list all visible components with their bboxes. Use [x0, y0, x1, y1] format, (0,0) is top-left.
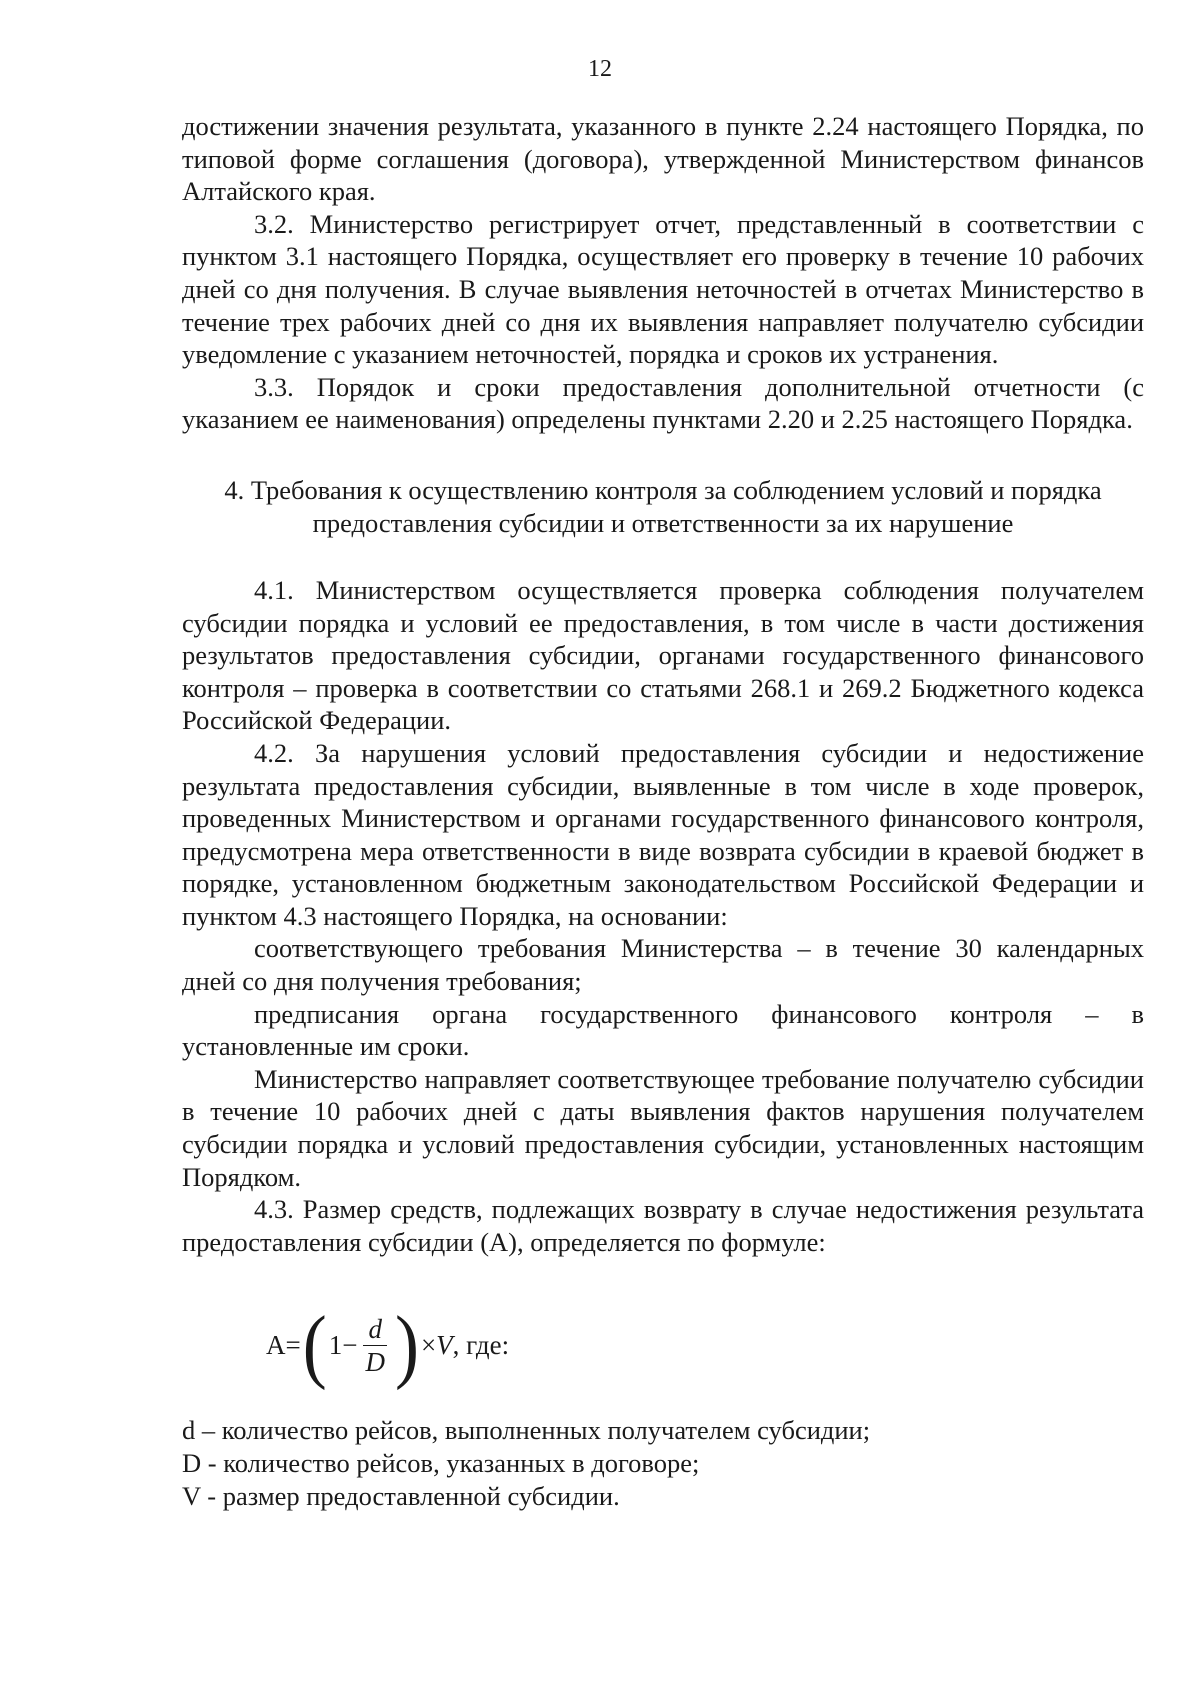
formula-fraction	[363, 1313, 387, 1378]
formula-left-paren: (	[302, 1299, 327, 1392]
paragraph-continuation: достижении значения результата, указанного в пункте 2.24 настоящего Порядка, по типовой форме соглашения (договора), утвержденной Министерством финансов Алтайского края.	[182, 111, 1144, 207]
formula-minus: −	[342, 1330, 358, 1361]
definition-V: V - размер предоставленной субсидии.	[182, 1480, 620, 1511]
formula-right-paren: )	[394, 1299, 419, 1392]
formula-equals: =	[285, 1330, 301, 1361]
paragraph-4-2-prescription: предписания органа государственного финансового контроля – в установленные им сроки.	[182, 998, 1144, 1062]
paragraph-4-2-requirement: соответствующего требования Министерства – в течение 30 календарных дней со дня получения требования;	[182, 933, 1144, 997]
definition-D: D - количество рейсов, указанных в договоре;	[182, 1448, 700, 1478]
formula-numerator: d	[368, 1313, 382, 1344]
paragraph-3-3: 3.3. Порядок и сроки предоставления дополнительной отчетности (с указанием ее наименования) определены пунктами 2.20 и 2.25 настоящего Порядка.	[182, 371, 1144, 435]
paragraph-4-2: 4.2. За нарушения условий предоставления субсидии и недостижение результата предоставления субсидии, выявленные в том числе в ходе проверок, проведенных Министерством и органами государственного финансового контроля, предусмотрена мера ответственности в виде возврата субсидии в краевой бюджет в порядке, установленном бюджетным законодательством Российской Федерации и пунктом 4.3 настоящего Порядка, на основании:	[182, 737, 1144, 931]
page-number: 12	[588, 56, 612, 82]
paragraph-4-1: 4.1. Министерством осуществляется проверка соблюдения получателем субсидии порядка и условий ее предоставления, в том числе в части достижения результатов предоставления субсидии, органами государственного финансового контроля – проверка в соответствии со статьями 268.1 и 269.2 Бюджетного кодекса Российской Федерации.	[182, 574, 1144, 736]
formula-multiplier: V	[436, 1330, 453, 1361]
formula-denominator: D	[365, 1346, 385, 1377]
definition-d: d – количество рейсов, выполненных получателем субсидии;	[182, 1415, 871, 1446]
paragraph-4-2-ministry-notice: Министерство направляет соответствующее требование получателю субсидии в течение 10 рабочих дней с даты выявления фактов нарушения получателем субсидии порядка и условий предоставления субсидии, установленных настоящим Порядком.	[182, 1063, 1144, 1192]
refund-formula	[266, 1299, 1144, 1392]
paragraph-4-3: 4.3. Размер средств, подлежащих возврату в случае недостижения результата предоставления субсидии (А), определяется по формуле:	[182, 1194, 1144, 1257]
formula-lhs: A	[266, 1330, 286, 1361]
formula-one: 1	[328, 1330, 343, 1361]
formula-times: ×	[420, 1330, 437, 1361]
document-body	[182, 110, 1144, 1512]
section-heading-4: 4. Требования к осуществлению контроля за соблюдением условий и порядка предоставления субсидии и ответственности за их нарушение	[224, 474, 1102, 538]
paragraph-3-2: 3.2. Министерство регистрирует отчет, представленный в соответствии с пунктом 3.1 настоящего Порядка, осуществляет его проверку в течение 10 рабочих дней со дня получения. В случае выявления неточностей в отчетах Министерство в течение трех рабочих дней со дня их выявления направляет получателю субсидии уведомление с указанием неточностей, порядка и сроков их устранения.	[182, 208, 1144, 370]
formula-suffix: , где:	[452, 1330, 510, 1361]
